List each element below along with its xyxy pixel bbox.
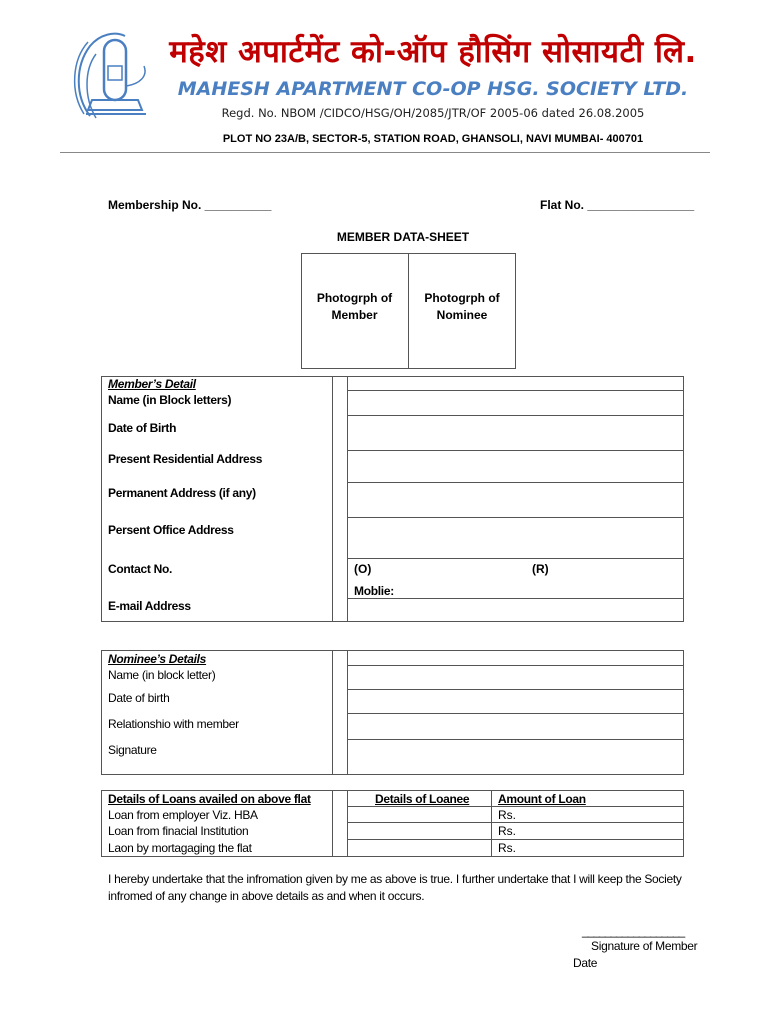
office-phone-label: (O) [354, 562, 372, 576]
mobile-label: Moblie: [354, 584, 394, 598]
member-name-label: Name (in Block letters) [108, 393, 232, 407]
declaration-line-1: I hereby undertake that the infromation given by me as above is true. I further undertake that I will keep the Society [108, 872, 682, 886]
date-label: Date [573, 956, 598, 970]
loan-amount-currency: Rs. [498, 841, 516, 855]
office-address-label: Persent Office Address [108, 523, 234, 537]
signature-label: Signature of Member [591, 939, 698, 953]
membership-no-field[interactable]: Membership No. __________ [108, 198, 272, 212]
amount-heading: Amount of Loan [498, 792, 586, 806]
registration-number: Regd. No. NBOM /CIDCO/HSG/OH/2085/JTR/OF 2005-06 dated 26.08.2005 [221, 106, 645, 120]
society-address: PLOT NO 23A/B, SECTOR-5, STATION ROAD, GHANSOLI, NAVI MUMBAI- 400701 [222, 133, 644, 145]
email-label: E-mail Address [108, 599, 191, 613]
society-logo [70, 26, 160, 126]
declaration-line-2: infromed of any change in above details as and when it occurs. [108, 889, 425, 903]
residence-phone-label: (R) [532, 562, 549, 576]
member-details-heading: Member’s Detail [108, 377, 196, 391]
loan-row-label: Laon by mortagaging the flat [108, 841, 252, 855]
form-title: MEMBER DATA-SHEET [336, 230, 470, 244]
loan-amount-currency: Rs. [498, 824, 516, 838]
member-dob-label: Date of Birth [108, 421, 177, 435]
loan-row-label: Loan from finacial Institution [108, 824, 249, 838]
flat-no-field[interactable]: Flat No. ________________ [540, 198, 695, 212]
permanent-address-label: Permanent Address (if any) [108, 486, 256, 500]
header-divider [60, 152, 710, 153]
nominee-details-heading: Nominee’s Details [108, 652, 207, 666]
loans-heading: Details of Loans availed on above flat [108, 792, 311, 806]
signature-line: __________________ [582, 924, 685, 938]
society-name-english: MAHESH APARTMENT CO-OP HSG. SOCIETY LTD. [177, 78, 689, 100]
nominee-signature-label: Signature [108, 743, 157, 757]
loanee-heading: Details of Loanee [375, 792, 470, 806]
nominee-dob-label: Date of birth [108, 691, 170, 705]
nominee-name-label: Name (in block letter) [108, 668, 216, 682]
loan-row-label: Loan from employer Viz. HBA [108, 808, 258, 822]
contact-label: Contact No. [108, 562, 173, 576]
present-address-label: Present Residential Address [108, 452, 263, 466]
society-name-hindi: महेश अपार्टमेंट को-ऑप हौसिंग सोसायटी लि. [169, 34, 697, 70]
photo-member-label: Photogrph of Member [316, 291, 393, 322]
table-divider [332, 376, 333, 622]
relationship-label: Relationshio with member [108, 717, 239, 731]
table-divider [347, 376, 348, 622]
photo-nominee-label: Photogrph of Nominee [424, 291, 500, 322]
loan-amount-currency: Rs. [498, 808, 516, 822]
